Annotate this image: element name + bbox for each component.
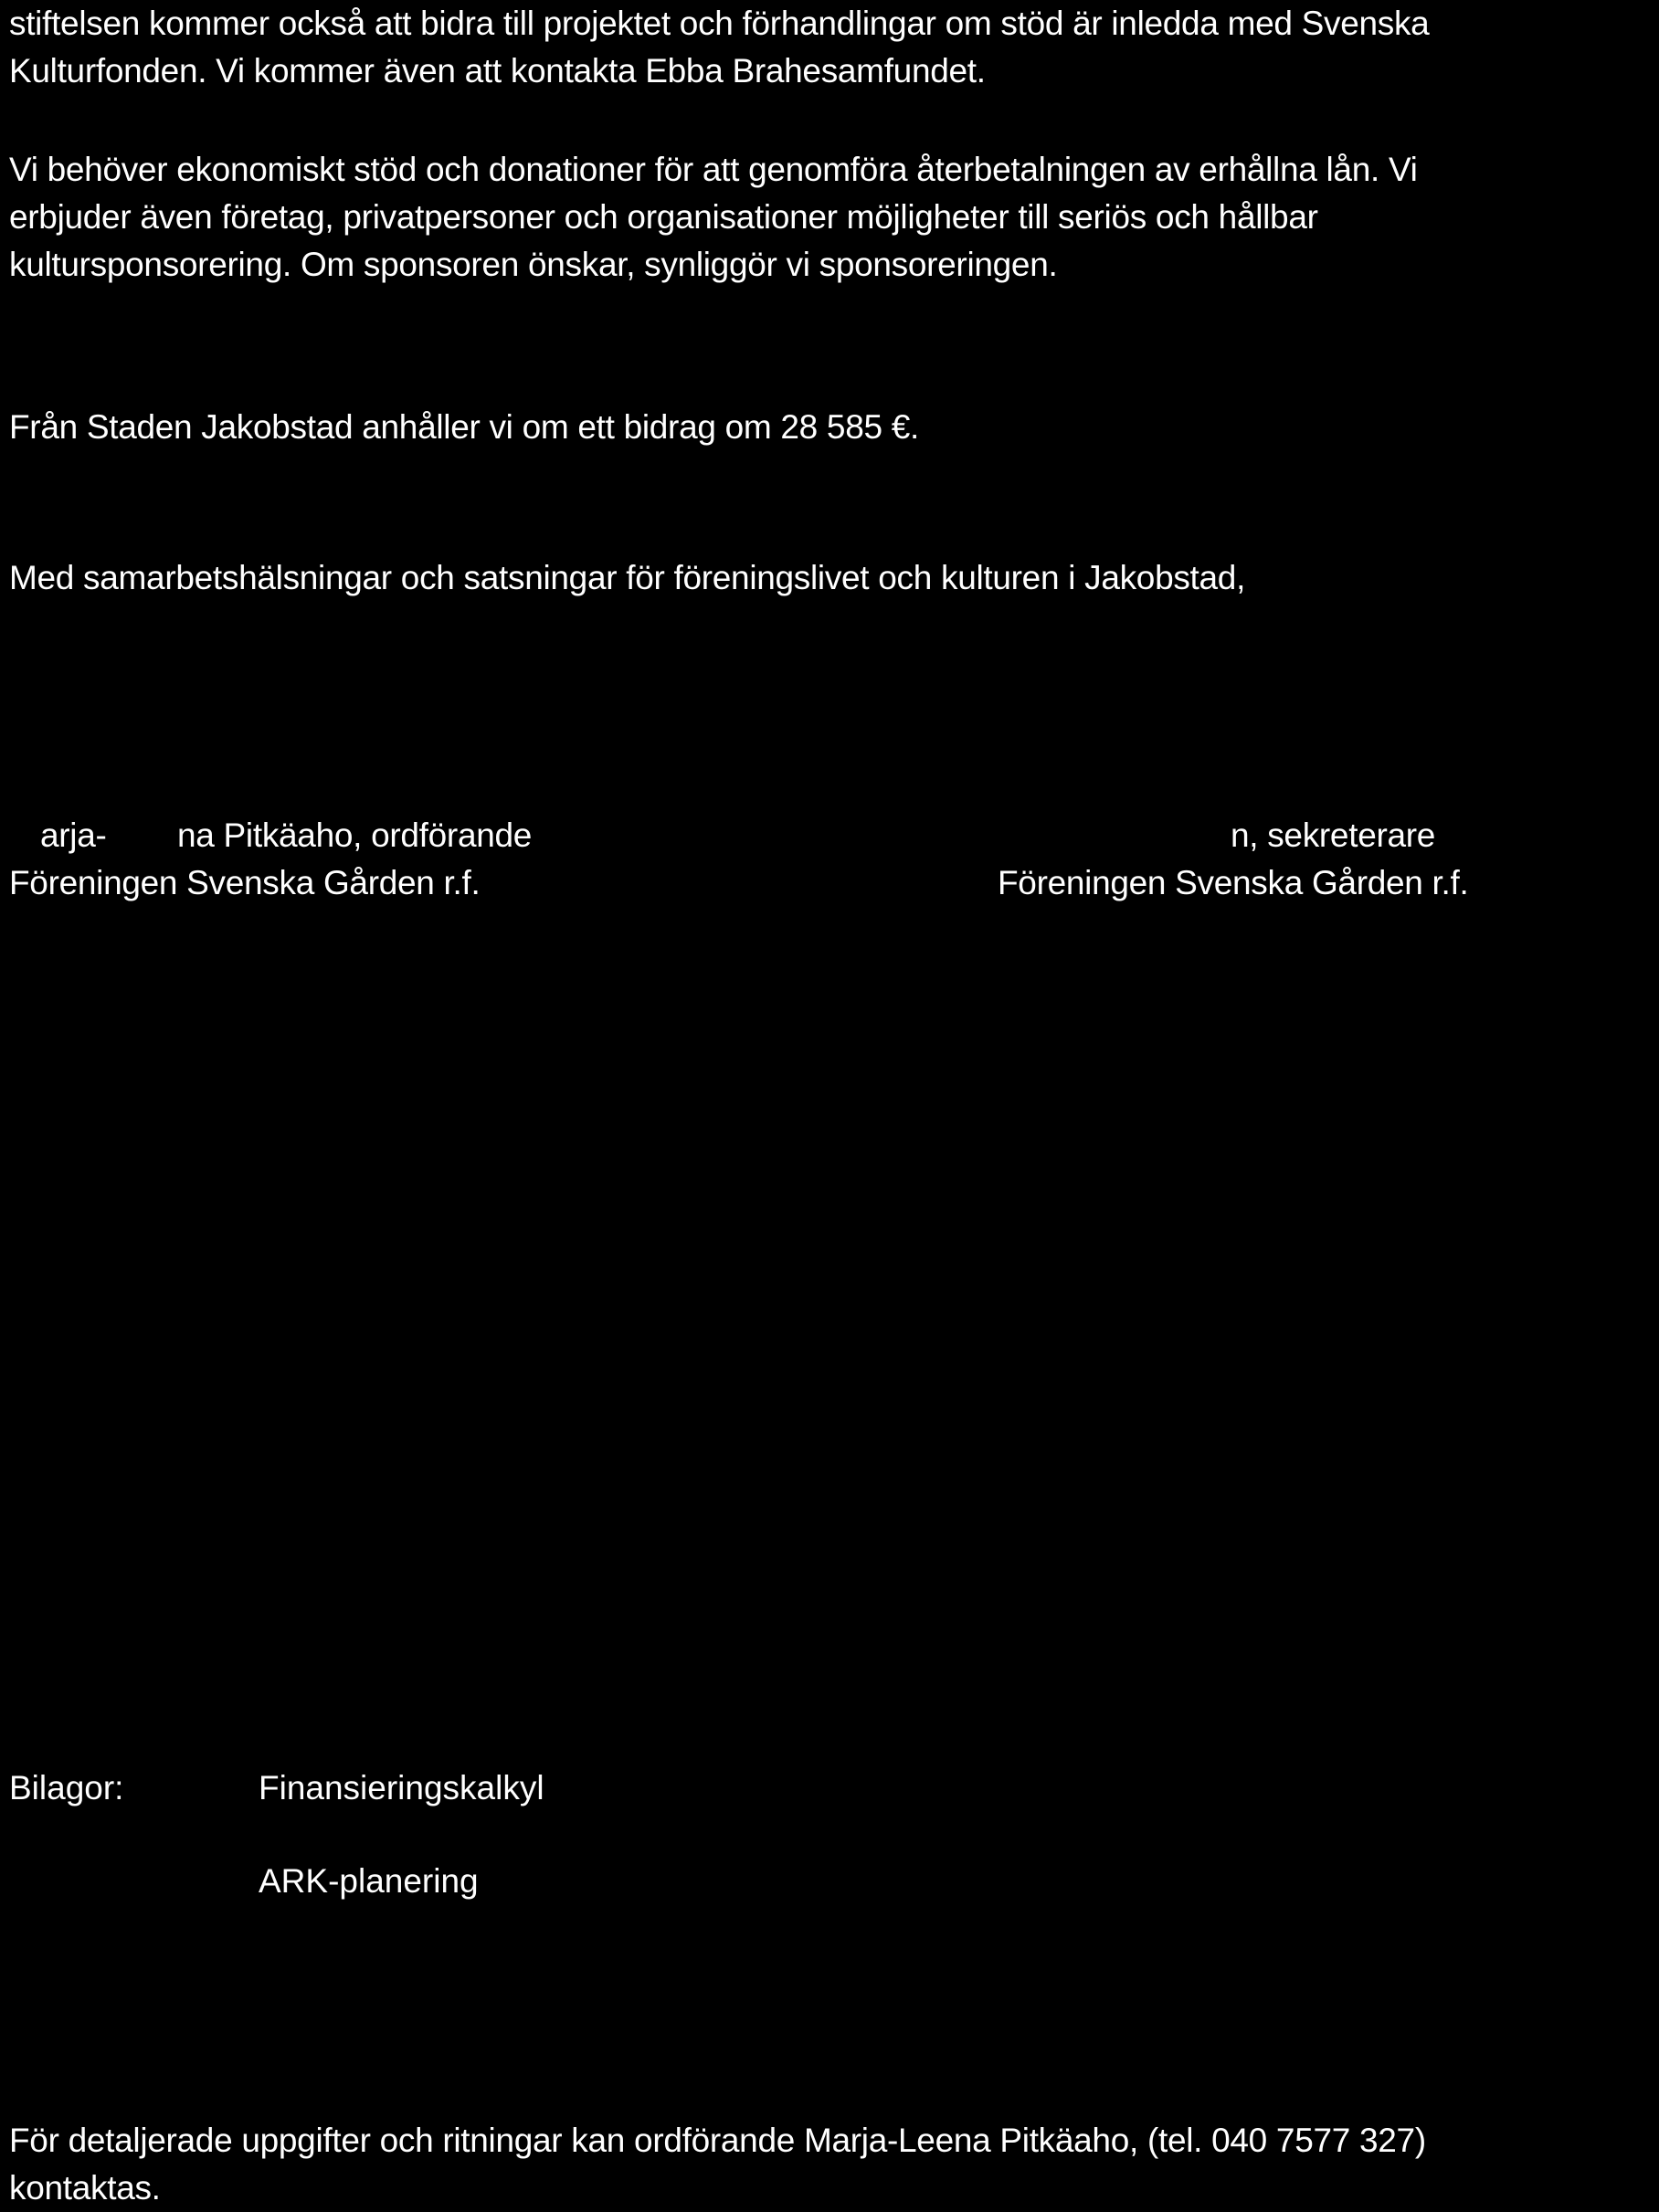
signature-organization: Föreningen Svenska Gården r.f. — [9, 864, 481, 901]
footer-line: kontaktas. — [9, 2169, 161, 2207]
attachment-item: Finansieringskalkyl — [259, 1769, 544, 1806]
signature-organization: Föreningen Svenska Gården r.f. — [998, 864, 1469, 901]
paragraph-funding-sources — [9, 0, 1429, 95]
paragraph-line: Vi behöver ekonomiskt stöd och donationer för att genomföra återbetalningen av erhållna lån. Vi — [9, 151, 1418, 188]
footer-contact-note — [9, 2117, 1426, 2212]
paragraph-line: Med samarbetshälsningar och satsningar för föreningslivet och kulturen i Jakobstad, — [9, 559, 1246, 596]
paragraph-grant-request — [9, 404, 919, 451]
paragraph-line: stiftelsen kommer också att bidra till projektet och förhandlingar om stöd är inledda med Svenska — [9, 5, 1430, 42]
footer-line: För detaljerade uppgifter och ritningar kan ordförande Marja-Leena Pitkäaho, (tel. 040 7577 327) — [9, 2122, 1426, 2159]
paragraph-closing-greeting — [9, 554, 1245, 602]
paragraph-line: kultursponsorering. Om sponsoren önskar, synliggör vi sponsoreringen. — [9, 246, 1058, 283]
signature-name — [998, 812, 1468, 859]
signature-block-chair — [9, 812, 533, 907]
paragraph-line: Från Staden Jakobstad anhåller vi om ett bidrag om 28 585 €. — [9, 408, 919, 446]
attachments-label: Bilagor: — [9, 1769, 124, 1806]
paragraph-line: erbjuder även företag, privatpersoner och organisationer möjligheter till seriös och hållbar — [9, 198, 1318, 236]
paragraph-line: Kulturfonden. Vi kommer även att kontakta Ebba Brahesamfundet. — [9, 52, 986, 90]
signature-name-fragment: arja- — [40, 816, 107, 854]
signature-block-secretary — [998, 812, 1468, 907]
signature-name — [9, 812, 533, 859]
attachment-item: ARK-planering — [259, 1862, 479, 1900]
signature-name-title: na Pitkäaho, ordförande — [177, 816, 533, 854]
paragraph-sponsorship — [9, 146, 1418, 289]
signature-name-title: n, sekreterare — [1231, 816, 1436, 854]
